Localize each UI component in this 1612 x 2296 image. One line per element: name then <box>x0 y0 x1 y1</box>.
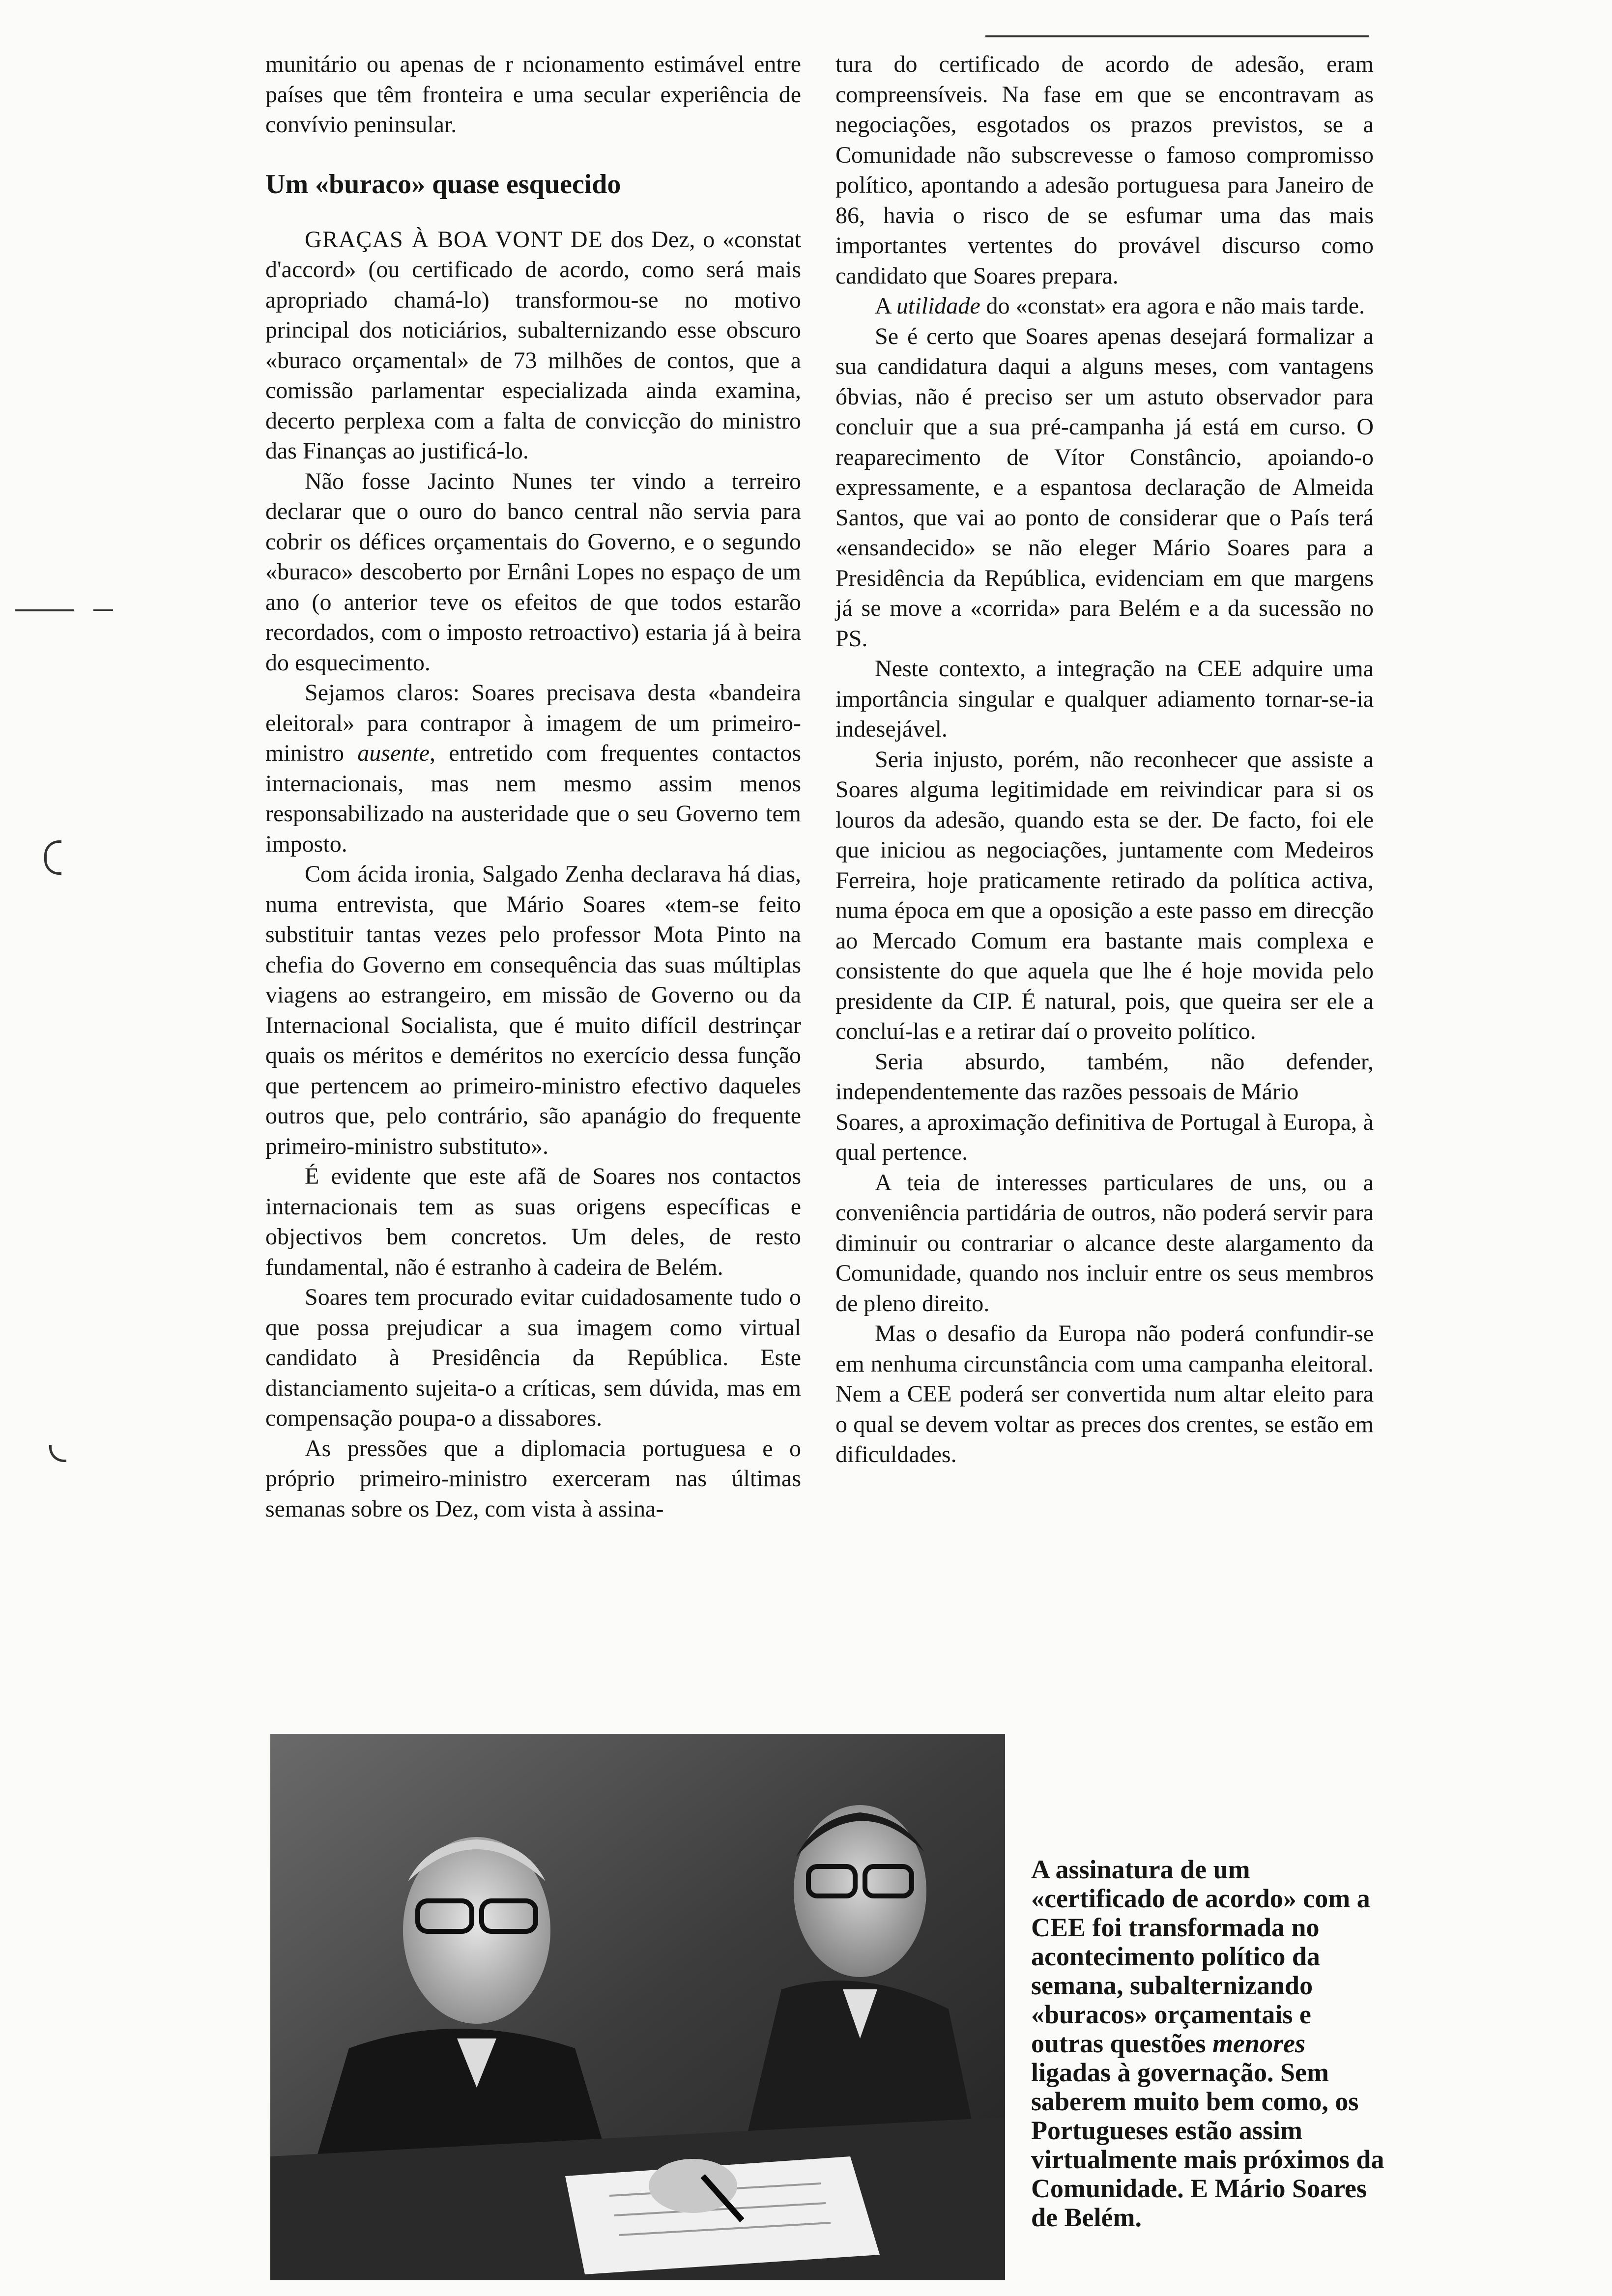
paragraph-5: É evidente que este afã de Soares nos contactos internacionais tem as suas origens específicas e objectivos bem concretos. Um deles, de resto fundamental, não é estranho à cadeira de Belém. <box>265 1163 801 1280</box>
scan-mark <box>93 609 113 611</box>
paragraph-1: GRAÇAS À BOA VONT DE dos Dez, o «constat d'accord» (ou certificado de acordo, como será mais apropriado chamá-lo) transformou-se no motivo principal dos noticiários, subalternizando esse obscuro «buraco orçamental» de 73 milhões de contos, que a comissão parlamentar especializada ainda examina, decerto perplexa com a falta de convicção do ministro das Finanças ao justificá-lo. <box>265 226 801 464</box>
right-column <box>835 49 1374 1470</box>
paragraph-14: Soares, a aproximação definitiva de Portugal à Europa, à qual pertence. <box>835 1109 1374 1165</box>
paragraph-6: Soares tem procurado evitar cuidadosamente tudo o que possa prejudicar a sua imagem como virtual candidato à Presidência da República. Este distanciamento sujeita-o a críticas, sem dúvida, mas em compensação poupa-o a dissabores. <box>265 1284 801 1431</box>
subheading: Um «buraco» quase esquecido <box>265 169 621 200</box>
paragraph-15: A teia de interesses particulares de uns, ou a conveniência partidária de outros, não poderá servir para diminuir ou contrariar o alcance deste alargamento da Comunidade, quando nos incluir entre os seus membros de pleno direito. <box>835 1169 1374 1317</box>
left-column <box>265 49 801 1524</box>
paragraph-8: tura do certificado de acordo de adesão, eram compreensíveis. Na fase em que se encontravam as negociações, esgotados os prazos previstos, se a Comunidade não subscrevesse o famoso compromisso político, apontando a adesão portuguesa para Janeiro de 86, havia o risco de se esfumar uma das mais importantes vertentes do provável discurso como candidato que Soares prepara. <box>835 51 1374 289</box>
photo-caption: A assinatura de um «certificado de acordo» com a CEE foi transformada no acontecimento político da semana, subalternizando «buracos» orçamentais e outras questões menores ligadas à governação. Sem saberem muito bem como, os Portugueses estão assim virtualmente mais próximos da Comunidade. E Mário Soares de Belém. <box>1031 1855 1384 2232</box>
paragraph-13: Seria absurdo, também, não defender, independentemente das razões pessoais de Mário <box>835 1048 1374 1105</box>
paragraph-3: Sejamos claros: Soares precisava desta «bandeira eleitoral» para contrapor à imagem de um primeiro-ministro ausente, entretido com frequentes contactos internacionais, mas nem mesmo assim menos responsabilizado na austeridade que o seu Governo tem imposto. <box>265 680 801 857</box>
scan-mark <box>15 609 74 611</box>
scan-mark <box>985 35 1369 37</box>
paragraph-10: Se é certo que Soares apenas desejará formalizar a sua candidatura daqui a alguns meses, com vantagens óbvias, não é preciso ser um astuto observador para concluir que a sua pré-campanha já está em curso. O reaparecimento de Vítor Constâncio, apoiando-o expressamente, e a espantosa declaração de Almeida Santos, que vai ao ponto de considerar que o País terá «ensandecido» se não eleger Mário Soares para a Presidência da República, evidenciam em que margens já se move a «corrida» para Belém e a da sucessão no PS. <box>835 323 1374 652</box>
news-photo <box>270 1734 1005 2280</box>
scan-mark <box>44 840 61 875</box>
paragraph-9: A utilidade do «constat» era agora e não mais tarde. <box>875 293 1365 319</box>
paragraph-11: Neste contexto, a integração na CEE adquire uma importância singular e qualquer adiamento tornar-se-ia indesejável. <box>835 656 1374 742</box>
paragraph-7: As pressões que a diplomacia portuguesa e o próprio primeiro-ministro exerceram nas últimas semanas sobre os Dez, com vista à assina- <box>265 1435 801 1522</box>
paragraph-2: Não fosse Jacinto Nunes ter vindo a terreiro declarar que o ouro do banco central não servia para cobrir os défices orçamentais do Governo, e o segundo «buraco» descoberto por Ernâni Lopes no espaço de um ano (o anterior teve os efeitos de que todos estarão recordados, com o imposto retroactivo) estaria já à beira do esquecimento. <box>265 468 801 676</box>
paragraph-16: Mas o desafio da Europa não poderá confundir-se em nenhuma circunstância com uma campanha eleitoral. Nem a CEE poderá ser convertida num altar eleito para o qual se devem voltar as preces dos crentes, se estão em dificuldades. <box>835 1320 1374 1467</box>
lead-caps: GRAÇAS À BOA VONT DE <box>305 226 603 253</box>
paragraph-12: Seria injusto, porém, não reconhecer que assiste a Soares alguma legitimidade em reivindicar para si os louros da adesão, quando esta se der. De facto, foi ele que iniciou as negociações, juntamente com Medeiros Ferreira, hoje praticamente retirado da política activa, numa época em que a oposição a este passo em direcção ao Mercado Comum era bastante mais complexa e consistente do que aquela que lhe é hoje movida pelo presidente da CIP. É natural, pois, que queira ser ele a concluí-las e a retirar daí o proveito político. <box>835 746 1374 1044</box>
photo-illustration <box>270 1734 1005 2280</box>
paragraph-4: Com ácida ironia, Salgado Zenha declarava há dias, numa entrevista, que Mário Soares «tem-se feito substituir tantas vezes pelo professor Mota Pinto na chefia do Governo em consequência das suas múltiplas viagens ao estrangeiro, em missão de Governo ou da Internacional Socialista, que é muito difícil destrinçar quais os méritos e deméritos no exercício dessa função que pertencem ao primeiro-ministro efectivo daqueles outros que, pelo contrário, são apanágio do frequente primeiro-ministro substituto». <box>265 861 801 1159</box>
opening-paragraph: munitário ou apenas de r ncionamento estimável entre países que têm fronteira e uma secular experiência de convívio peninsular. <box>265 51 801 138</box>
scan-mark <box>49 1445 66 1462</box>
